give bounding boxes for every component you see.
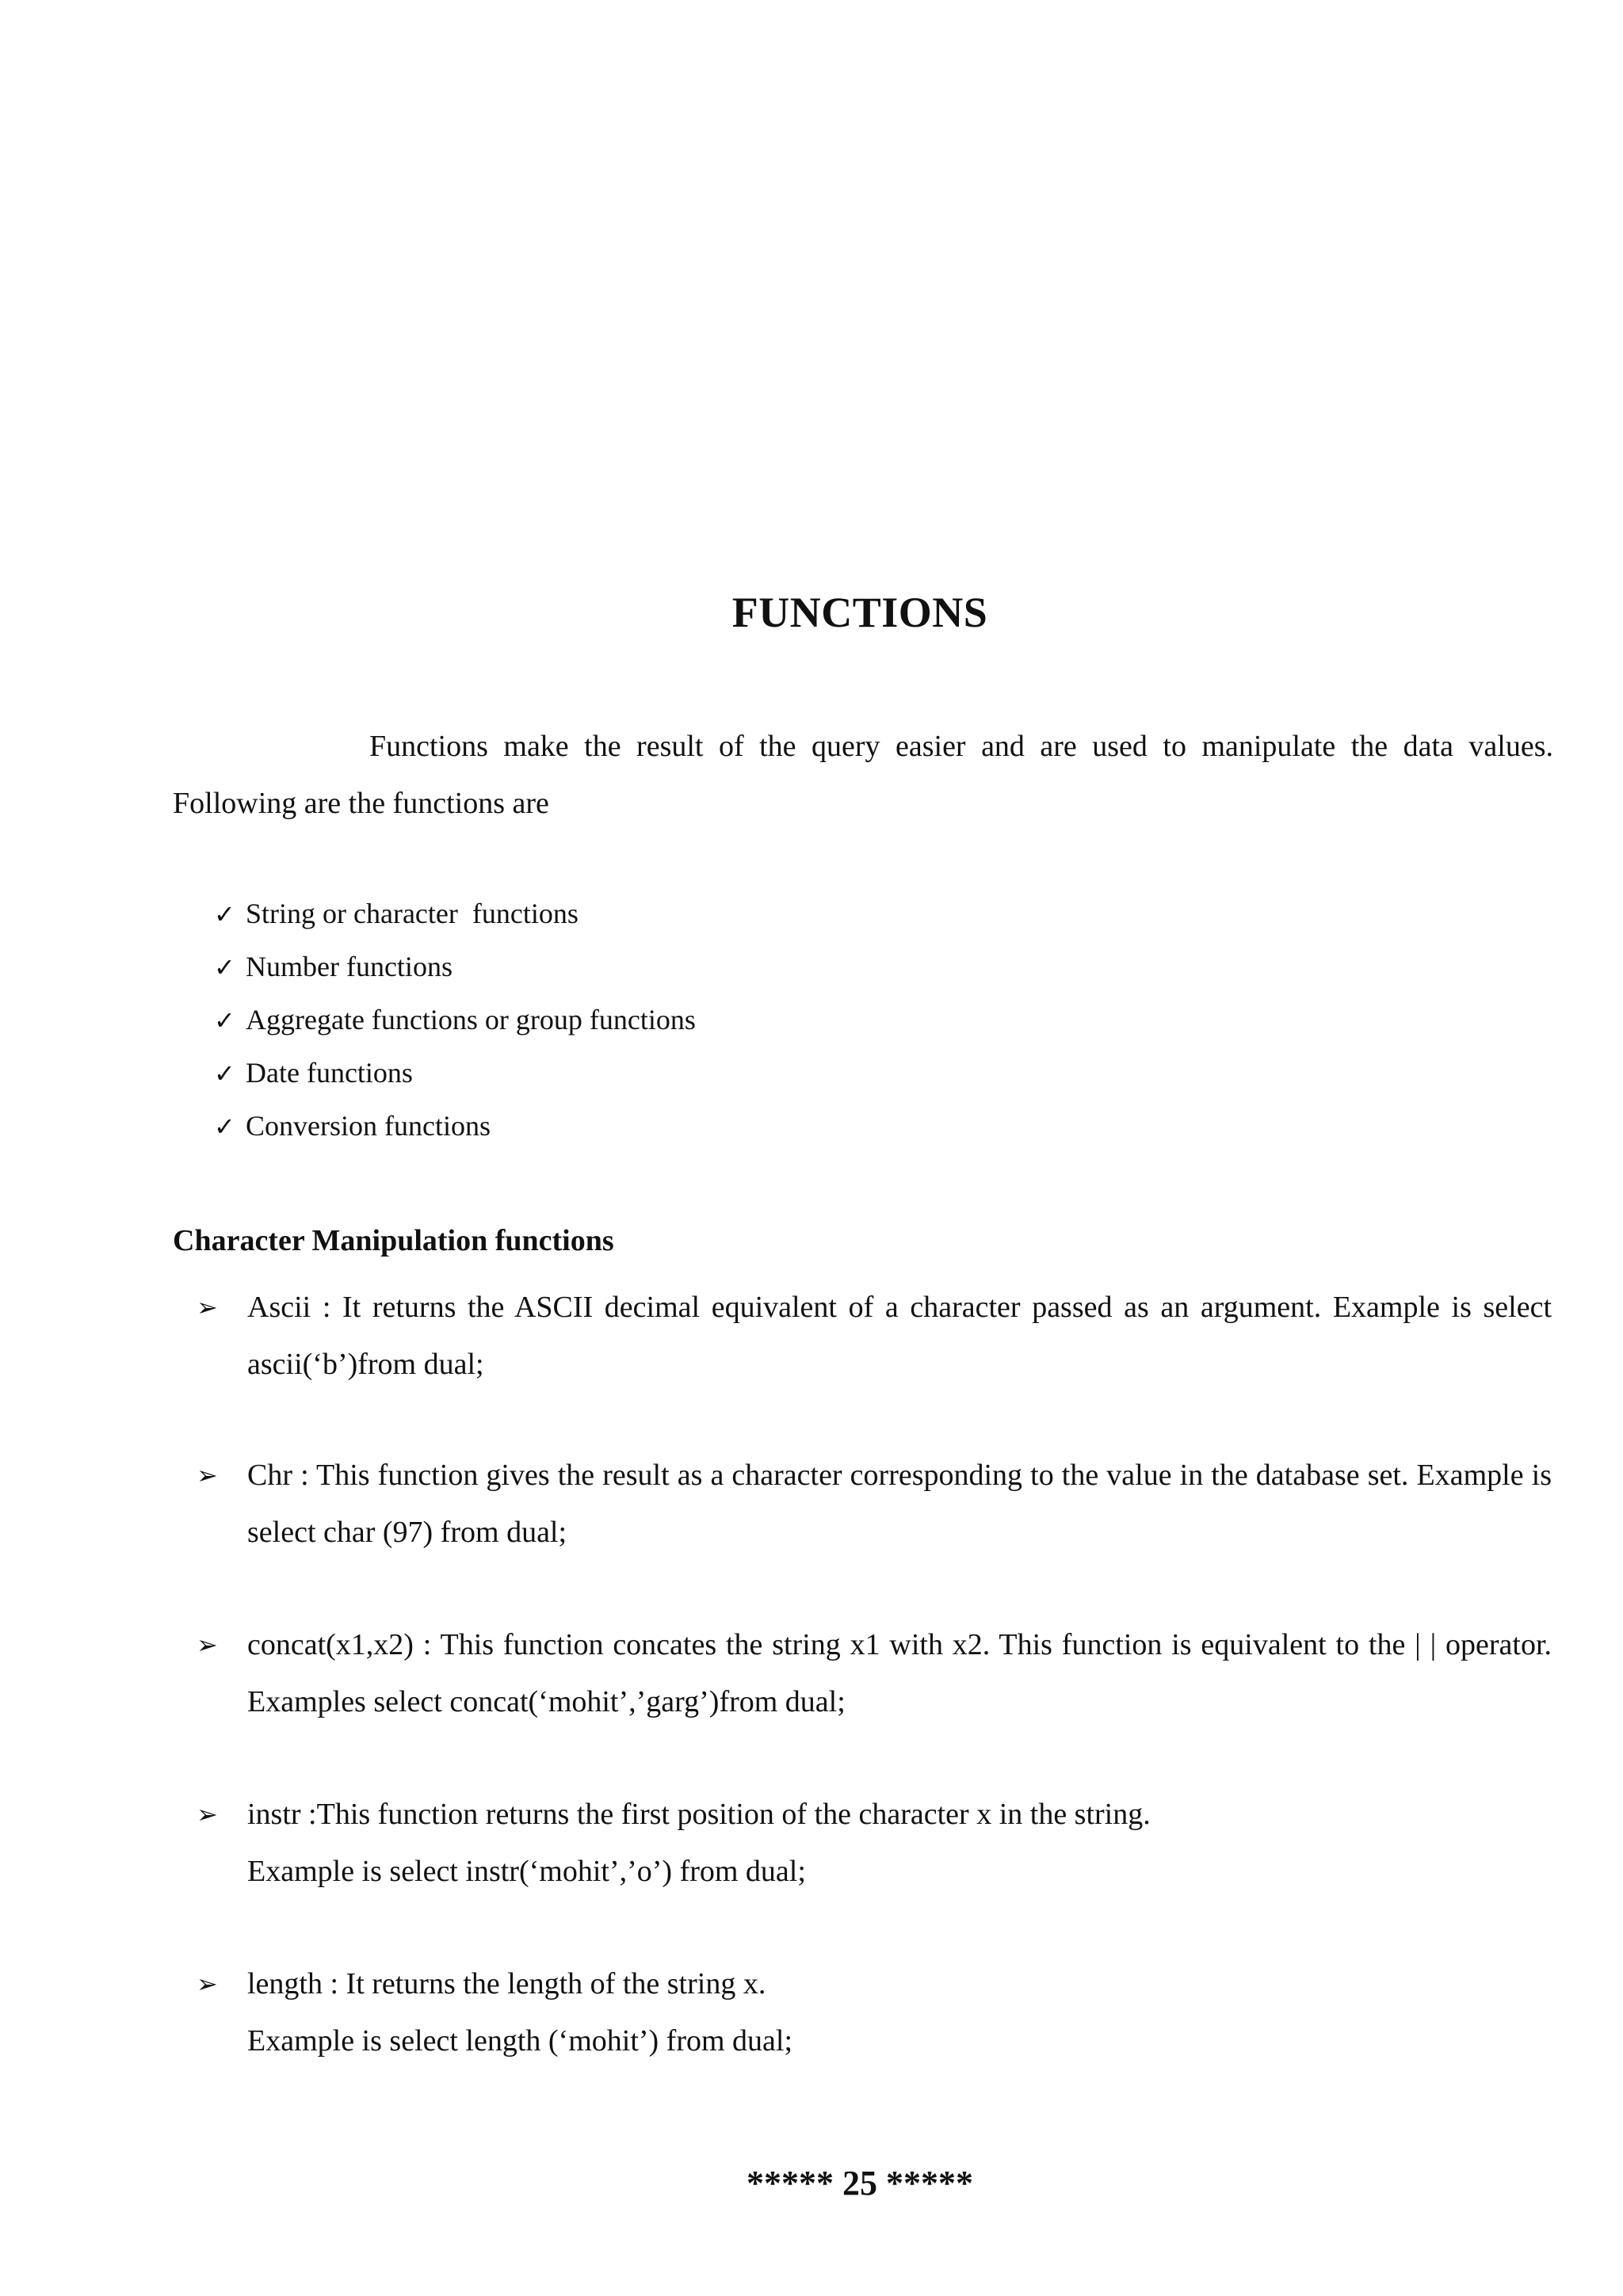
checkmark-icon: ✓ [214, 1112, 235, 1142]
checkmark-icon: ✓ [214, 952, 235, 982]
checkmark-icon: ✓ [214, 899, 235, 929]
list-item: ✓ Date functions [214, 1047, 696, 1100]
checkmark-icon: ✓ [214, 1005, 235, 1035]
arrow-bullet-icon: ➢ [197, 1460, 218, 1490]
arrow-bullet-icon: ➢ [197, 1799, 218, 1829]
function-entry-length: ➢ length : It returns the length of the string x. Example is select length (‘mohit’) from dual; [197, 1955, 1552, 2069]
function-entry-ascii: ➢ Ascii : It returns the ASCII decimal equivalent of a character passed as an argument. Example is select ascii(‘b’)from dual; [197, 1279, 1552, 1393]
intro-text: Functions make the result of the query easier and are used to manipulate the data values. Following are the functions are [173, 730, 1553, 820]
function-type-list [214, 887, 696, 1153]
page-title: FUNCTIONS [731, 589, 988, 636]
section-heading: Character Manipulation functions [173, 1224, 614, 1257]
intro-paragraph [173, 718, 1553, 832]
arrow-bullet-icon: ➢ [197, 1292, 218, 1322]
arrow-bullet-icon: ➢ [197, 1630, 218, 1660]
arrow-bullet-icon: ➢ [197, 1969, 218, 1999]
checkmark-icon: ✓ [214, 1058, 235, 1089]
page-number-footer: ***** 25 ***** [747, 2164, 973, 2203]
function-entry-instr: ➢ instr :This function returns the first position of the character x in the string. Example is select instr(‘mohit’,’o’) from dual; [197, 1786, 1552, 1900]
function-entry-chr: ➢ Chr : This function gives the result as a character corresponding to the value in the database set. Example is select char (97) from dual; [197, 1447, 1552, 1561]
function-entry-concat: ➢ concat(x1,x2) : This function concates the string x1 with x2. This function is equivalent to the | | operator. Examples select concat(‘mohit’,’garg’)from dual; [197, 1616, 1552, 1730]
list-item: ✓ Conversion functions [214, 1100, 696, 1153]
list-item: ✓ Aggregate functions or group functions [214, 994, 696, 1047]
list-item: ✓ Number functions [214, 940, 696, 994]
list-item: ✓ String or character functions [214, 887, 696, 940]
